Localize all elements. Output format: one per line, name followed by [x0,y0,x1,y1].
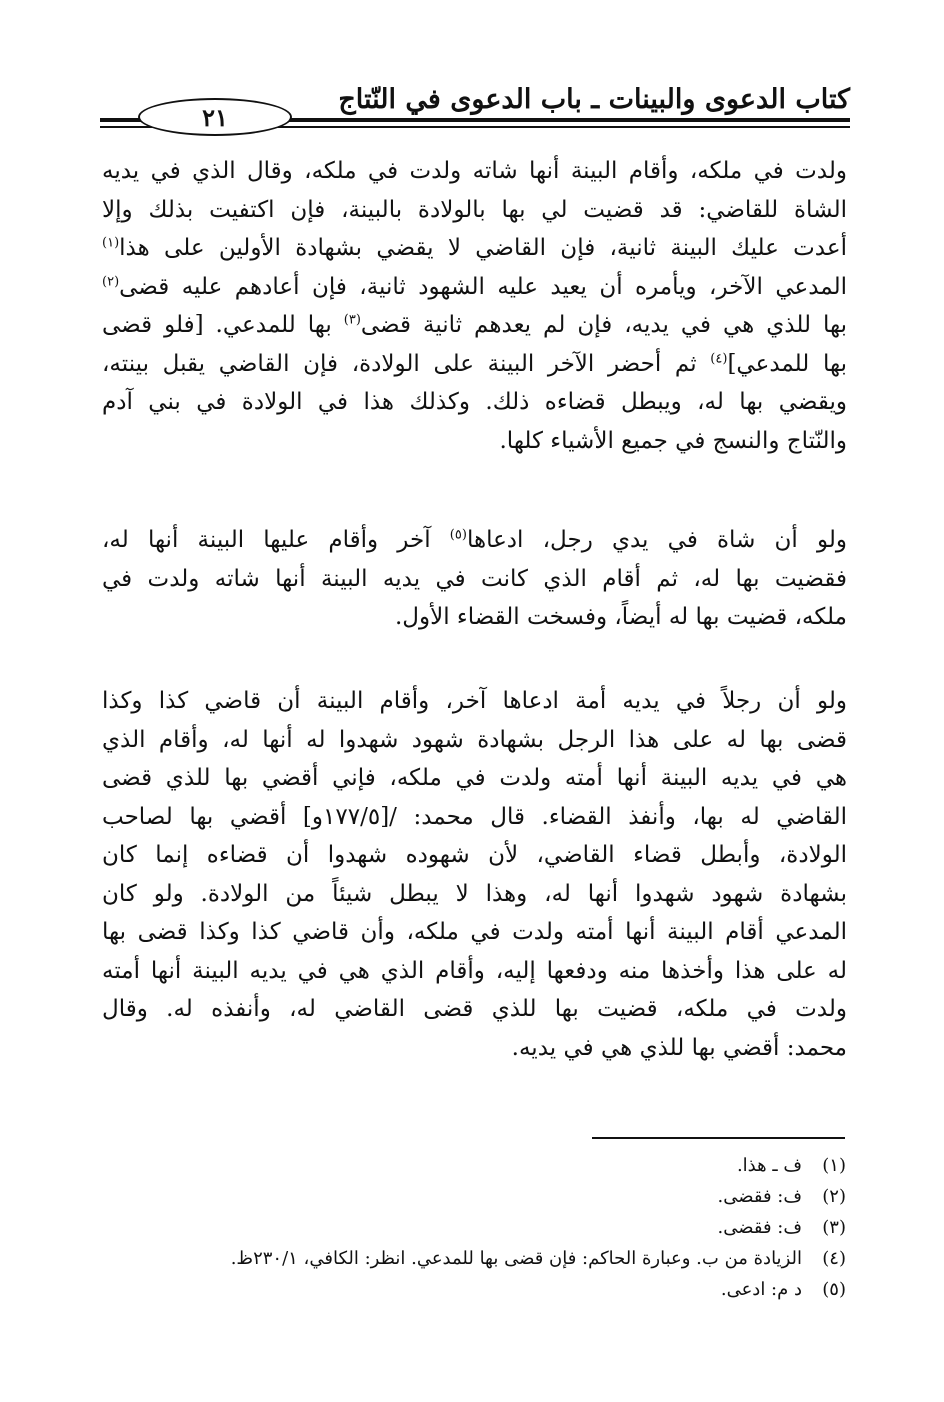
footnotes [130,1150,846,1305]
paragraph-1 [102,152,847,460]
text-line: ولدت في ملكه، وأقام البينة أنها شاته ولدت في ملكه، وقال الذي في يديه [102,158,847,184]
footnote-5 [130,1274,846,1305]
footnote-text: د م: ادعى. [720,1279,802,1300]
footnote-text: ف: فقضى. [717,1186,802,1207]
text-span: بها للمدعي [736,350,847,377]
text-line [102,521,847,560]
text-line: فقضيت بها له، ثم أقام الذي كانت في يديه البينة أنها شاته ولدت في [102,565,847,592]
page-header [100,78,850,138]
footnote-number: (١) [822,1155,846,1176]
footnote-separator [592,1137,845,1139]
footnote-text: ف ـ هذا. [736,1155,802,1176]
paragraph-3 [102,682,847,1067]
text-span: بها للذي هي في يديه، فإن لم يعدهم ثانية قضى [360,312,847,338]
text-span: بها للمدعي. [فلو قضى [102,312,332,338]
paragraph-2 [102,521,847,637]
footnote-marker-5: (٥) [449,527,467,543]
text-line: ولدت في ملكه، قضيت بها للذي قضى القاضي له، وأنفذه له. وقال [102,996,847,1022]
running-title: كتاب الدعوى والبينات ـ باب الدعوى في النّتاج [338,84,850,115]
text-span: آخر وأقام عليها البينة أنها له، [102,527,431,553]
page-number: ٢١ [138,98,292,136]
text-line: له على هذا وأخذها منه ودفعها إليه، وأقام الذي هي في يديه البينة أنها أمته [102,957,847,984]
text-line [102,229,847,268]
footnote-3 [130,1212,846,1243]
text-span: أعدت عليك البينة ثانية، فإن القاضي لا يقضي بشهادة الأولين على هذا [119,235,847,261]
text-line: ويقضي بها له، ويبطل قضاءه ذلك. وكذلك هذا في الولادة في بني آدم [102,389,847,415]
text-line: ولو أن رجلاً في يديه أمة ادعاها آخر، وأقام البينة أن قاضي كذا وكذا [102,688,847,714]
text-line: بشهادة شهود شهدوا أنها له، وهذا لا يبطل شيئاً من الولادة. ولو كان [102,880,847,907]
text-line: والنّتاج والنسج في جميع الأشياء كلها. [499,427,847,454]
footnote-number: (٤) [822,1248,846,1269]
footnote-text: الزيادة من ب. وعبارة الحاكم: فإن قضى بها للمدعي. انظر: الكافي، ٢٣٠/١ظ. [230,1248,802,1269]
footnote-marker-4: (٤) [710,350,728,366]
text-line: ملكه، قضيت بها له أيضاً، وفسخت القضاء الأول. [394,604,847,630]
text-span: المدعي الآخر، ويأمره أن يعيد عليه الشهود ثانية، فإن أعادهم عليه قضى [119,273,847,300]
text-line [102,306,847,345]
text-line: القاضي له بها، وأنفذ القضاء. قال محمد: /[١٧٧/٥و] أقضي بها لصاحب [102,803,847,830]
footnote-4 [130,1243,846,1274]
text-line [102,268,847,307]
footnote-marker-2: (٢) [102,273,120,289]
bracket: ] [727,350,737,377]
text-span: ثم أحضر الآخر البينة على الولادة، فإن القاضي يقبل بينته، [102,350,697,377]
footnote-number: (٥) [822,1279,846,1300]
footnote-number: (٣) [822,1217,846,1238]
text-line: المدعي أقام البينة أنها أمته ولدت في ملكه، وأن قاضي كذا وكذا قضى بها [102,919,847,945]
text-line [102,345,847,384]
footnote-2 [130,1181,846,1212]
text-line: محمد: أقضي بها للذي هي في يديه. [511,1034,847,1061]
text-line: الولادة، وأبطل قضاء القاضي، لأن شهوده شهدوا أن قضاءه إنما كان [102,842,847,868]
text-span: ولو أن شاة في يدي رجل، ادعاها [466,527,847,553]
footnote-1 [130,1150,846,1181]
footnote-number: (٢) [822,1186,846,1207]
footnote-marker-1: (١) [102,235,120,251]
footnote-text: ف: فقضى. [717,1217,802,1238]
text-line: هي في يديه البينة أنها أمته ولدت في ملكه، فإني أقضي بها للذي قضى [102,765,847,791]
text-line: قضى بها له على هذا الرجل بشهادة شهود شهدوا له أنها له، وأقام الذي [102,726,847,753]
footnote-marker-3: (٣) [343,312,361,328]
text-line: الشاة للقاضي: قد قضيت لي بها بالولادة بالبينة، فإن اكتفيت بذلك وإلا [102,196,847,223]
